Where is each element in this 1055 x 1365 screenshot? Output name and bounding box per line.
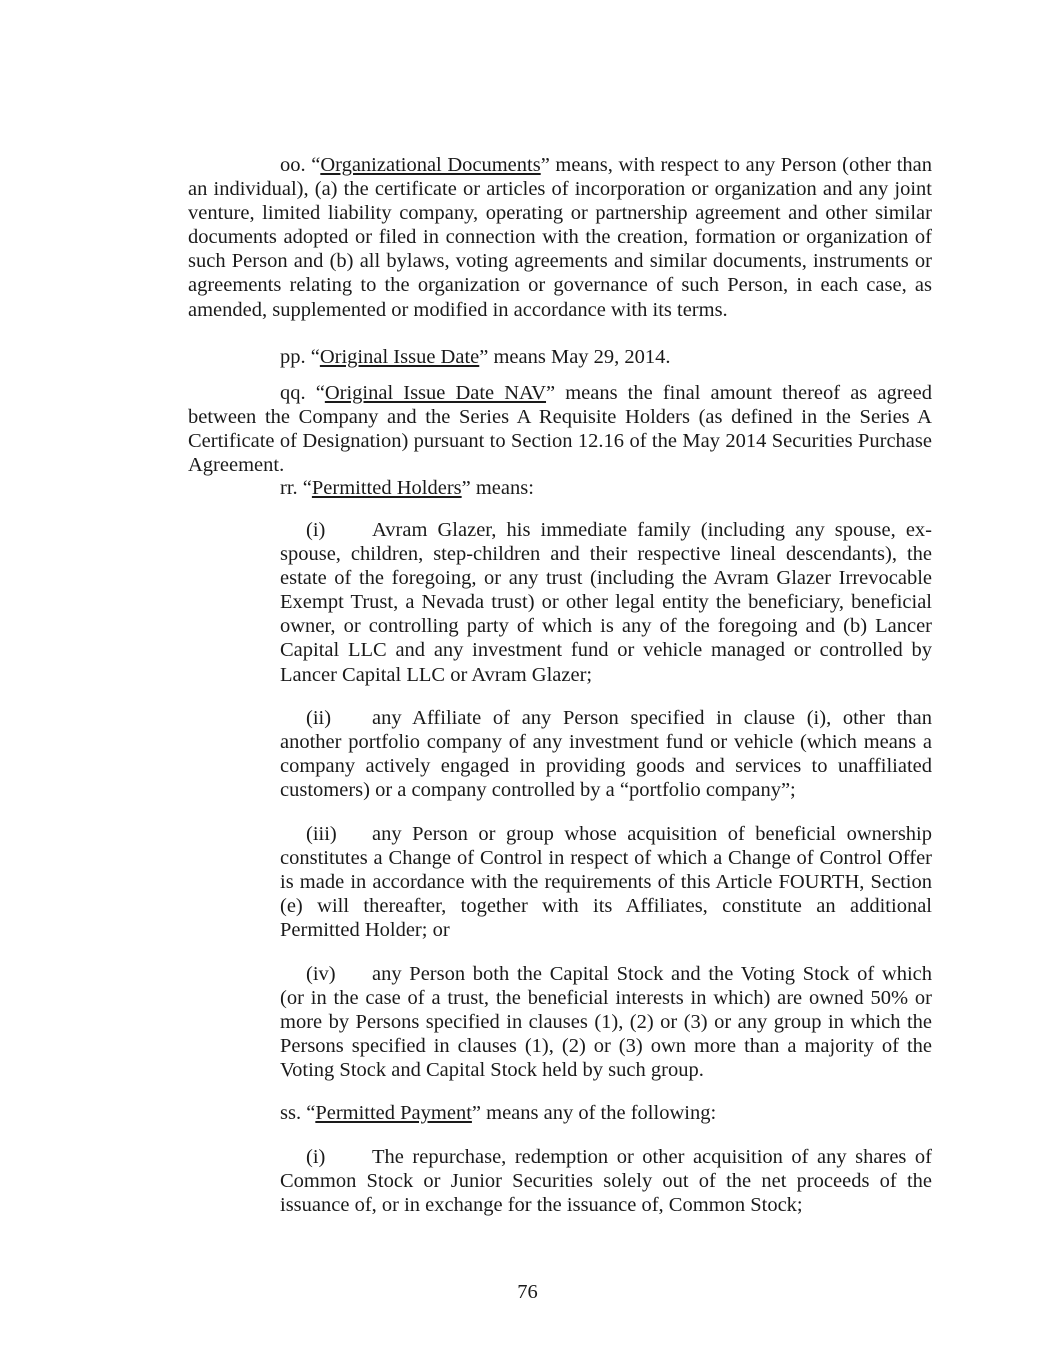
defined-term: Permitted Holders — [311, 477, 462, 499]
clause-text: The repurchase, redemption or other acquisition of any shares of Common Stock or Junior Securities solely out of the net proceeds of the issuance of, or in exchange for the issuance of, Common Stock; — [280, 1146, 932, 1217]
clause-number: (iv) — [306, 963, 336, 985]
section-label: rr. — [280, 477, 298, 499]
definition-text: ” means: — [461, 477, 534, 499]
clause-rr-ii — [280, 706, 932, 802]
definition-text: ” means, with respect to any Person (other than an individual), (a) the certificate or articles of incorporation or organization and any joint venture, limited liability company, operating or partnership agreement and other similar documents adopted or filed in connection with the creation, formation or organization of such Person and (b) all bylaws, voting agreements and similar documents, instruments or agreements relating to the organization or governance of such Person, in each case, as amended, supplemented or modified in accordance with its terms. — [188, 154, 932, 321]
clause-text: any Affiliate of any Person specified in clause (i), other than another portfolio company of any investment fund or vehicle (which means a company actively engaged in providing goods and services to unaffiliated customers) or a company controlled by a “portfolio company”; — [280, 707, 932, 802]
defined-term: Permitted Payment — [315, 1102, 472, 1124]
page-number: 76 — [517, 1281, 538, 1303]
clause-number: (i) — [306, 1146, 326, 1168]
clause-number: (i) — [306, 519, 326, 541]
clause-text: Avram Glazer, his immediate family (including any spouse, ex-spouse, children, step-children and their respective lineal descendants), the estate of the foregoing, or any trust (including the Avram Glazer Irrevocable Exempt Trust, a Nevada trust) or other legal entity the beneficiary, beneficial owner, or controlling party of which is any of the foregoing and (b) Lancer Capital LLC and any investment fund or vehicle managed or controlled by Lancer Capital LLC or Avram Glazer; — [280, 519, 932, 686]
clause-rr-iv — [280, 962, 932, 1082]
clause-number: (ii) — [306, 707, 332, 729]
section-label: ss. — [280, 1102, 302, 1124]
section-label: qq. — [280, 382, 306, 404]
clause-text: any Person or group whose acquisition of beneficial ownership constitutes a Change of Control in respect of which a Change of Control Offer is made in accordance with the requirements of this Article FOURTH, Section (e) will thereafter, together with its Affiliates, constitute an additional Permitted Holder; or — [280, 823, 932, 942]
definition-rr: rr. “Permitted Holders” means: — [280, 477, 534, 499]
definition-ss: ss. “Permitted Payment” means any of the following: — [280, 1102, 717, 1124]
clause-text: any Person both the Capital Stock and the Voting Stock of which (or in the case of a trust, the beneficial interests in which) are owned 50% or more by Persons specified in clauses (1), (2) or (3) or any group in which the Persons specified in clauses (1), (2) or (3) own more than a majority of the Voting Stock and Capital Stock held by such group. — [280, 963, 932, 1082]
definition-qq: qq. “Original Issue Date NAV” means the final amount thereof as agreed between the Company and the Series A Requisite Holders (as defined in the Series A Certificate of Designation) pursuant to Section 12.16 of the May 2014 Securities Purchase Agreement. — [188, 382, 932, 477]
section-label: oo. — [280, 154, 306, 176]
defined-term: Original Issue Date — [319, 346, 480, 368]
clause-rr-iii — [280, 822, 932, 942]
definition-oo: oo. “Organizational Documents” means, with respect to any Person (other than an individual), (a) the certificate or articles of incorporation or organization and any joint venture, limited liability company, operating or partnership agreement and other similar documents adopted or filed in connection with the creation, formation or organization of such Person and (b) all bylaws, voting agreements and similar documents, instruments or agreements relating to the organization or governance of such Person, in each case, as amended, supplemented or modified in accordance with its terms. — [188, 154, 932, 321]
definition-text: ” means any of the following: — [471, 1102, 717, 1124]
clause-number: (iii) — [306, 823, 337, 845]
clause-rr-i — [280, 518, 932, 687]
definition-pp: pp. “Original Issue Date” means May 29, 2014. — [280, 346, 671, 368]
section-label: pp. — [280, 346, 306, 368]
definition-text: ” means the final amount thereof as agreed between the Company and the Series A Requisite Holders (as defined in the Series A Certificate of Designation) pursuant to Section 12.16 of the May 2014 Securities Purchase Agreement. — [188, 382, 932, 477]
clause-ss-i — [280, 1145, 932, 1217]
defined-term: Organizational Documents — [320, 154, 541, 176]
definition-text: ” means May 29, 2014. — [479, 346, 671, 368]
defined-term: Original Issue Date NAV — [324, 382, 547, 404]
